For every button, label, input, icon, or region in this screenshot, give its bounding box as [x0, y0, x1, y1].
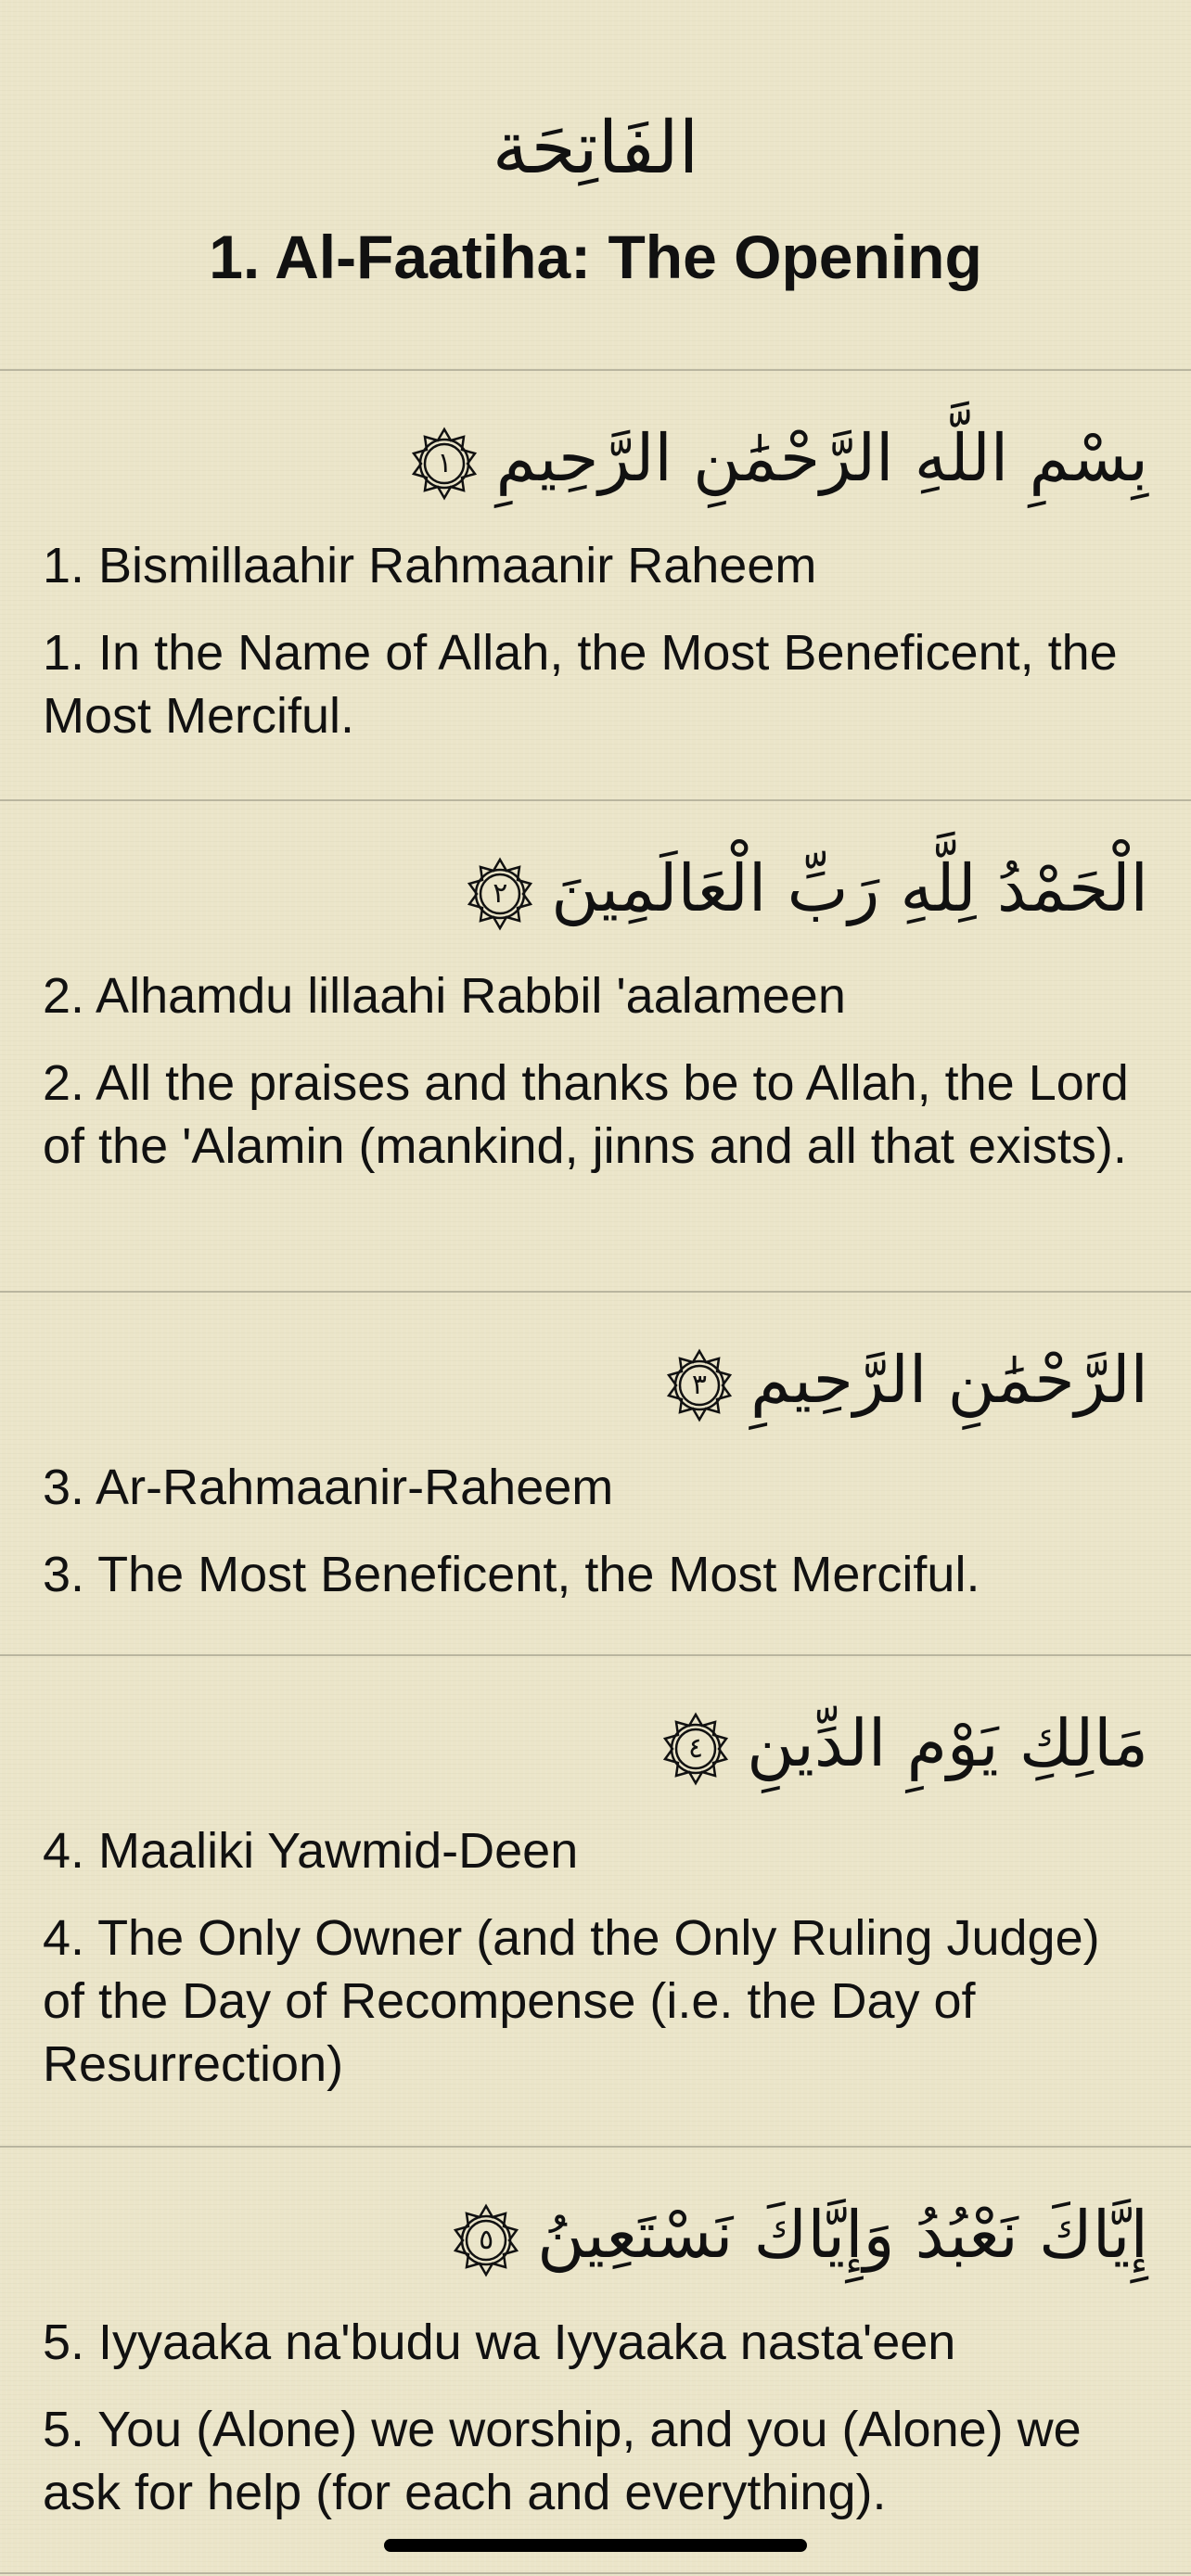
- ayah-marker-icon: [448, 2202, 524, 2278]
- verse-2[interactable]: [0, 801, 1191, 1293]
- ayah-number: ١: [437, 447, 453, 479]
- surah-header: [0, 0, 1191, 371]
- verse-translation: 3. The Most Beneficent, the Most Merciful.: [43, 1547, 980, 1602]
- verse-translation: 4. The Only Owner (and the Only Ruling Judge) of the Day of Recompense (i.e. the Day of Resurrection): [43, 1910, 1100, 2092]
- ayah-marker-icon: [406, 426, 482, 502]
- verse-translation: 1. In the Name of Allah, the Most Beneficent, the Most Merciful.: [43, 625, 1118, 744]
- verse-arabic-row: [43, 371, 1148, 514]
- ayah-marker-icon: [658, 1711, 734, 1787]
- ayah-marker-icon: [661, 1347, 737, 1423]
- verse-transliteration: 3. Ar-Rahmaanir-Raheem: [43, 1460, 614, 1515]
- verse-transliteration: 4. Maaliki Yawmid-Deen: [43, 1823, 579, 1879]
- verse-arabic-row: [43, 801, 1148, 944]
- verse-arabic-row: [43, 2148, 1148, 2290]
- surah-arabic-title: الفَاتِحَة: [492, 107, 699, 190]
- verse-transliteration: 2. Alhamdu lillaahi Rabbil 'aalameen: [43, 968, 846, 1024]
- ayah-number: ٣: [691, 1369, 707, 1401]
- verse-transliteration: 1. Bismillaahir Rahmaanir Raheem: [43, 538, 817, 593]
- verse-arabic-text: بِسْمِ اللَّهِ الرَّحْمَٰنِ الرَّحِيمِ: [495, 420, 1148, 496]
- verse-translation: 5. You (Alone) we worship, and you (Alone) we ask for help (for each and everything).: [43, 2402, 1082, 2520]
- verse-3[interactable]: [0, 1293, 1191, 1656]
- ayah-marker-icon: [462, 856, 538, 932]
- ayah-number: ٤: [688, 1732, 704, 1765]
- verse-transliteration: 5. Iyyaaka na'budu wa Iyyaaka nasta'een: [43, 2315, 956, 2370]
- verse-arabic-row: [43, 1293, 1148, 1435]
- surah-english-title: 1. Al-Faatiha: The Opening: [209, 223, 982, 291]
- verse-arabic-row: [43, 1656, 1148, 1799]
- verse-1[interactable]: [0, 371, 1191, 801]
- verse-5[interactable]: [0, 2148, 1191, 2574]
- verse-4[interactable]: [0, 1656, 1191, 2148]
- verse-translation: 2. All the praises and thanks be to Allah, the Lord of the 'Alamin (mankind, jinns and all that exists).: [43, 1055, 1129, 1174]
- verse-arabic-text: الْحَمْدُ لِلَّهِ رَبِّ الْعَالَمِينَ: [551, 850, 1148, 926]
- home-indicator[interactable]: [384, 2539, 807, 2552]
- verse-arabic-text: الرَّحْمَٰنِ الرَّحِيمِ: [749, 1342, 1148, 1418]
- verse-arabic-text: مَالِكِ يَوْمِ الدِّينِ: [747, 1705, 1148, 1781]
- verse-arabic-text: إِيَّاكَ نَعْبُدُ وَإِيَّاكَ نَسْتَعِينُ: [537, 2197, 1148, 2273]
- ayah-number: ٥: [479, 2224, 494, 2256]
- ayah-number: ٢: [493, 877, 508, 910]
